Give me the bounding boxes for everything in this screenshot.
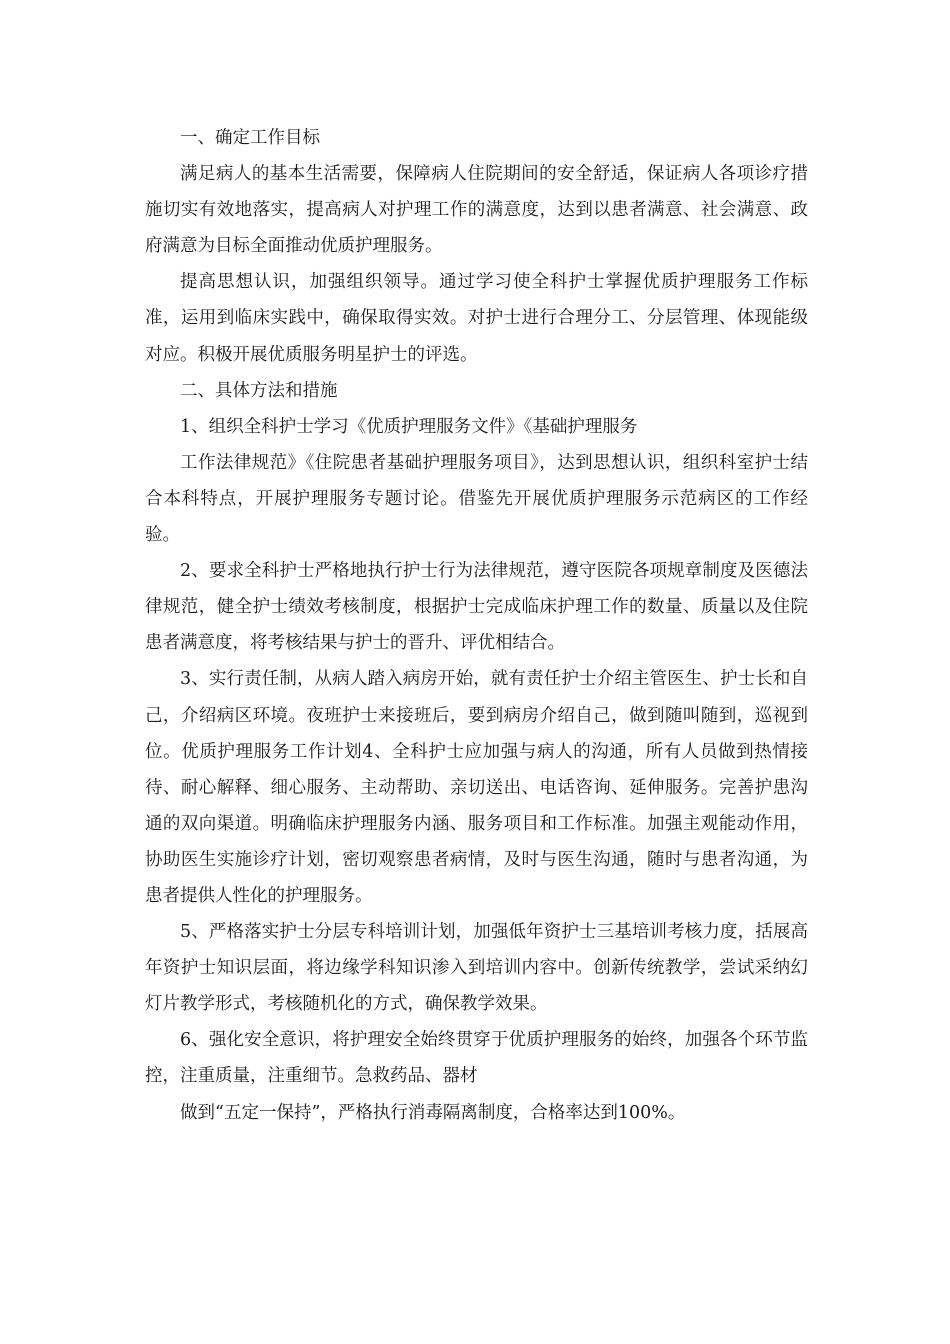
paragraph-item-6: 6、强化安全意识，将护理安全始终贯穿于优质护理服务的始终，加强各个环节监控，注重质量，注重细节。急救药品、器材 bbox=[145, 1030, 808, 1087]
paragraph-awareness: 提高思想认识，加强组织领导。通过学习使全科护士掌握优质护理服务工作标准，运用到临床实践中，确保取得实效。对护士进行合理分工、分层管理、体现能级对应。积极开展优质服务明星护士的评选。 bbox=[145, 272, 808, 365]
paragraph-item-1-continued: 工作法律规范》《住院患者基础护理服务项目》，达到思想认识，组织科室护士结合本科特点，开展护理服务专题讨论。借鉴先开展优质护理服务示范病区的工作经验。 bbox=[145, 452, 808, 546]
section-heading-methods: 二、具体方法和措施 bbox=[180, 380, 338, 401]
section-heading-goals: 一、确定工作目标 bbox=[180, 128, 320, 148]
paragraph-item-6-continued: 做到“五定一保持”，严格执行消毒隔离制度，合格率达到100%。 bbox=[180, 1102, 686, 1123]
document-body bbox=[145, 120, 808, 1131]
paragraph-item-5: 5、严格落实护士分层专科培训计划，加强低年资护士三基培训考核力度，括展高年资护士知识层面，将边缘学科知识渗入到培训内容中。创新传统教学，尝试采纳幻灯片教学形式，考核随机化的方式，确保教学效果。 bbox=[145, 922, 808, 1015]
paragraph-item-3: 3、实行责任制，从病人踏入病房开始，就有责任护士介绍主管医生、护士长和自己，介绍病区环境。夜班护士来接班后，要到病房介绍自己，做到随叫随到，巡视到位。优质护理服务工作计划4、全科护士应加强与病人的沟通，所有人员做到热情接待、耐心解释、细心服务、主动帮助、亲切送出、电话咨询、延伸服务。完善护患沟通的双向渠道。明确临床护理服务内涵、服务项目和工作标准。加强主观能动作用，协助医生实施诊疗计划，密切观察患者病情，及时与医生沟通，随时与患者沟通，为患者提供人性化的护理服务。 bbox=[145, 669, 808, 906]
paragraph-item-1-start: 1、组织全科护士学习《优质护理服务文件》《基础护理服务 bbox=[180, 416, 638, 437]
paragraph-goal-description: 满足病人的基本生活需要，保障病人住院期间的安全舒适，保证病人各项诊疗措施切实有效地落实，提高病人对护理工作的满意度，达到以患者满意、社会满意、政府满意为目标全面推动优质护理服务。 bbox=[145, 164, 808, 257]
paragraph-item-2: 2、要求全科护士严格地执行护士行为法律规范，遵守医院各项规章制度及医德法律规范，健全护士绩效考核制度，根据护士完成临床护理工作的数量、质量以及住院患者满意度，将考核结果与护士的晋升、评优相结合。 bbox=[145, 561, 808, 654]
